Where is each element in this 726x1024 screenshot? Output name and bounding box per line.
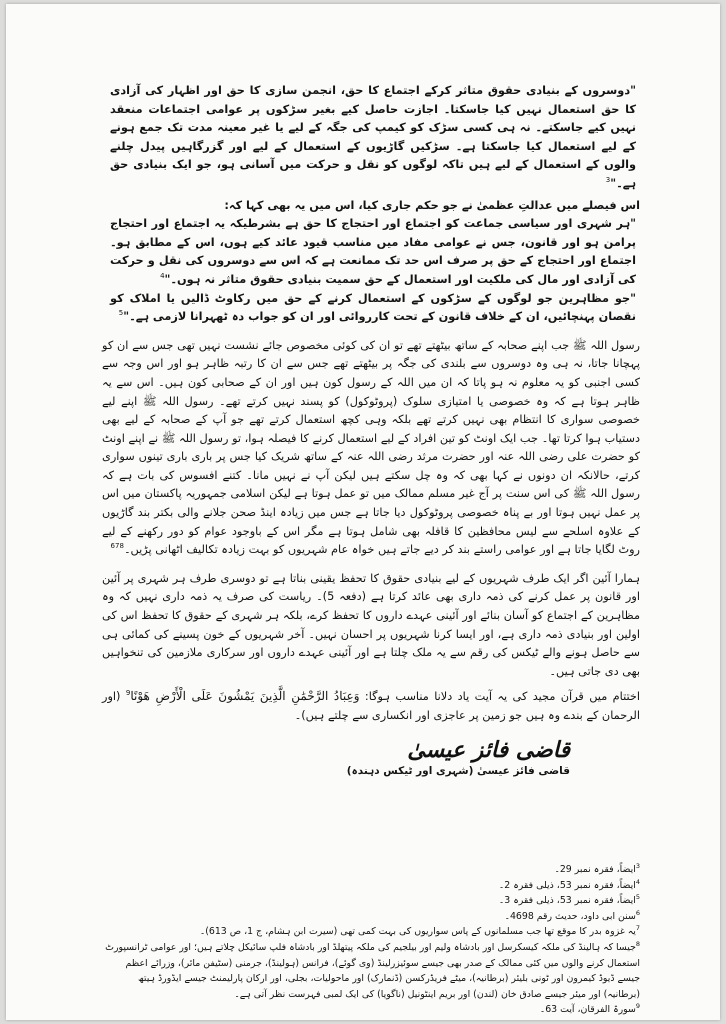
quran-verse: وَعِبَادُ الرَّحْمَٰنِ الَّذِينَ يَمْشُونَ عَلَى الْأَرْضِ هَوْنًا bbox=[130, 689, 360, 704]
footnote bbox=[102, 940, 640, 1002]
footnote-number: 4 bbox=[635, 877, 640, 886]
footnote-ref: 5 bbox=[118, 309, 124, 318]
footnote-number: 3 bbox=[635, 861, 640, 870]
paragraph-text: رسول اللہ ﷺ جب اپنے صحابہ کے ساتھ بیٹھتے تھے تو ان کی کوئی مخصوص جائے نشست نہیں تھی جس سے ان کو پہچانا جاتا، نہ ہی وہ دوسروں سے بلندی کی جگہ پر بیٹھتے تھے جس سے ان کا رتبہ ظاہر ہو اور اس وجہ سے کسی اجنبی کو یہ معلوم نہ ہو پاتا کہ ان میں اللہ کے رسول کون ہیں اور ان کے صحابی کون ہیں۔ اس سے یہ ظاہر ہوتا ہے کہ وہ خصوصی یا امتیازی سلوک (پروٹوکول) کو پسند نہیں کرتے تھے۔ رسول اللہ ﷺ اپنے لیے خصوصی سواری کا انتظام بھی نہیں کرتے تھے بلکہ وہی کچھ استعمال کرتے تھے جو آپ کے صحابہ کے لیے بھی دستیاب ہوا کرتا تھا۔ جب ایک اونٹ کو تین افراد کے لیے استعمال کرنے کا فیصلہ ہوا، تو رسول اللہ ﷺ نے اپنے اونٹ کو حضرت علی رضی اللہ عنہ اور حضرت مرثد رضی اللہ عنہ کے ساتھ شریک کیا جس پر باری باری تینوں سواری کرتے، حالانکہ ان دونوں نے کہا بھی کہ وہ چل سکتے ہیں لیکن آپ نے نہیں مانا۔ کتنے افسوس کی بات ہے کہ رسول اللہ ﷺ کی اس سنت پر آج غیر مسلم ممالک میں تو عمل ہوتا ہے لیکن اسلامی جمہوریہ پاکستان میں اس پر عمل نہیں ہوتا اور بے پناہ خصوصی پروٹوکول دیا جاتا ہے جس میں زیادہ اینڈ صحن جلانے والی بکتر بند گاڑیوں کے علاوہ اسلحے سے لیس محافظین کا قافلہ بھی شامل ہوتا ہے مگر اس کے باوجود عوام کو دور رکھنے کے لیے روٹ لگایا جاتا ہے اور عوامی راستے بند کر دیے جاتے ہیں خواہ عام شہریوں کو بہت زیادہ تکالیف اٹھانی پڑیں۔ bbox=[102, 338, 640, 557]
footnote-ref: 3 bbox=[605, 176, 611, 185]
page-body bbox=[102, 82, 640, 780]
footnote-number: 5 bbox=[635, 893, 640, 902]
closing-paragraph bbox=[102, 687, 640, 725]
signatory-name: قاضی فائز عیسیٰ (شہری اور ٹیکس دہندہ) bbox=[346, 764, 570, 777]
quote-text: "دوسروں کے بنیادی حقوق متاثر کرکے اجتماع کا حق، انجمن سازی کا حق اور اظہار کی آزادی کا حق استعمال نہیں کیا جاسکتا۔ اجازت حاصل کیے بغیر سڑکوں پر عوامی اجتماعات منعقد نہیں کیے جاسکتے۔ نہ ہی کسی سڑک کو کیمپ کی جگہ کے لیے یا غیر معینہ مدت تک جمع ہونے کے لیے استعمال کیا جاسکتا ہے۔ سڑکیں گاڑیوں کے استعمال کے لیے اور گزرگاہیں پیدل چلنے والوں کے استعمال کے لیے ہیں تاکہ لوگوں کو نقل و حرکت میں آسانی ہو، جو ایک بنیادی حق ہے۔" bbox=[110, 84, 636, 190]
quote-block bbox=[102, 290, 640, 327]
footnote bbox=[102, 924, 640, 940]
closing-text: (اور الرحمان کے بندے وہ ہیں جو زمین پر عاجزی اور انکساری سے چلتے ہیں)۔ bbox=[102, 690, 640, 722]
quote-block bbox=[102, 215, 640, 289]
footnote-text: سنن ابی داود، حدیث رقم 4698۔ bbox=[504, 910, 636, 922]
footnote-text: ایضاً، فقرہ نمبر 53، ذیلی فقرہ 2۔ bbox=[498, 879, 636, 891]
footnote bbox=[102, 862, 640, 878]
footnote-ref: 4 bbox=[160, 272, 165, 281]
paragraph-text: ہمارا آئین اگر ایک طرف شہریوں کے لیے بنیادی حقوق کا تحفظ یقینی بناتا ہے تو دوسری طرف ہر شہری پر آئین اور قانون پر عمل کرنے کی ذمہ داری بھی عائد کرتا ہے (دفعہ 5)۔ ریاست کی صرف یہ ذمہ داری نہیں کہ وہ مظاہرین کے اجتماع کو آسان بنائے اور آئینی عہدے داروں کا تحفظ کرے، بلکہ ہر شہری کے حقوق کا تحفظ اس کی اولین اور بنیادی ذمہ داری ہے، اور ایسا کرنا شہریوں پر احسان نہیں۔ آخر شہریوں کے خون پسینے کی کمائی ہی سے حاصل ہونے والے ٹیکس کی رقم سے یہ ملک چلتا ہے اور آئینی عہدے داروں اور سرکاری ملازمین کی تنخواہیں بھی دی جاتی ہیں۔ bbox=[102, 571, 640, 678]
footnote-text: ایضاً، فقرہ نمبر 53، ذیلی فقرہ 3۔ bbox=[498, 895, 636, 907]
footnote bbox=[102, 1002, 640, 1018]
footnote bbox=[102, 893, 640, 909]
footnote-number: 8 bbox=[635, 939, 640, 948]
footnote bbox=[102, 878, 640, 894]
footnote-text: ایضاً، فقرہ نمبر 29۔ bbox=[554, 864, 636, 875]
signature-block bbox=[102, 736, 640, 781]
footnote-ref: 9 bbox=[125, 689, 131, 698]
footnote-text: سورۃ الفرقان، آیت 63۔ bbox=[539, 1004, 636, 1016]
footnote-ref: 7 bbox=[115, 542, 120, 551]
signature: قاضی فائز عیسیٰ bbox=[407, 736, 570, 763]
footnote-text: یہ غزوہ بدر کا موقع تھا جب مسلمانوں کے پاس سواریوں کی بہت کمی تھی (سیرت ابن ہشام، ج 1، ص 613)۔ bbox=[199, 926, 636, 938]
footnote-number: 6 bbox=[635, 908, 640, 917]
paragraph bbox=[102, 337, 640, 560]
document-page bbox=[6, 4, 720, 1020]
footnote-ref: 8 bbox=[119, 542, 124, 551]
paragraph-text: اس فیصلے میں عدالتِ عظمیٰ نے جو حکم جاری کیا، اس میں یہ بھی کہا کہ: bbox=[224, 198, 640, 212]
quote-text: "جو مظاہرین جو لوگوں کے سڑکوں کے استعمال کرنے کے حق میں رکاوٹ ڈالیں یا املاک کو نقصان پہنچائیں، ان کے خلاف قانون کے تحت کارروائی اور ان کو جواب دہ ٹھہرانا لازمی ہے۔" bbox=[110, 291, 636, 324]
footnote-number: 7 bbox=[635, 924, 640, 933]
footnote-ref: 6 bbox=[110, 542, 115, 551]
footnote-number: 9 bbox=[635, 1002, 640, 1011]
paragraph bbox=[102, 197, 640, 216]
footnotes bbox=[102, 862, 640, 1018]
quote-block bbox=[102, 82, 640, 194]
footnote-text: جیسا کہ ہالینڈ کی ملکہ کیسکرسل اور بادشاہ ولیم اور بیلجیم کی ملکہ پیتھلڈ اور بادشاہ فلپ سائیکل چلاتے ہیں؛ اور عوامی ٹرانسپورٹ استعمال کرنے والوں میں کئی ممالک کے صدر بھی جیسے سوئیزرلینڈ (وی گوئے)، فرانس (ہولینڈ)، جرمنی (سٹیفن مائر)، وزرائے اعظم جیسے ڈیوڈ کیمرون اور ٹونی بلیئر (برطانیہ)، میٹے فریڈرکسن (ڈنمارک) اور ماحولیات، بجلی، اور ارکان پارلیمنٹ جیسے ایڈورڈ ہیتھ (برطانیہ) اور میئر جیسے صادق خان (لندن) اور بریم اینٹونیل (ناگویا) کی ایک لمبی فہرست نظر آتی ہے۔ bbox=[105, 941, 640, 1000]
footnote bbox=[102, 909, 640, 925]
closing-text: اختتام میں قرآن مجید کی یہ آیت یاد دلانا مناسب ہوگا: bbox=[364, 690, 641, 704]
paragraph bbox=[102, 570, 640, 682]
quote-text: "ہر شہری اور سیاسی جماعت کو اجتماع اور احتجاج کا حق ہے بشرطیکہ یہ اجتماع اور احتجاج پرامن ہو اور قانون، جس نے عوامی مفاد میں مناسب قیود عائد کیے ہوں، اس کے مطابق ہو۔ اجتماع اور احتجاج کے حق پر صرف اس حد تک ممانعت ہے کہ اس سے دوسروں کی نقل و حرکت کی آزادی اور مال کی ملکیت اور استعمال کے حق سمیت بنیادی حقوق متاثر نہ ہوں۔" bbox=[110, 217, 636, 286]
